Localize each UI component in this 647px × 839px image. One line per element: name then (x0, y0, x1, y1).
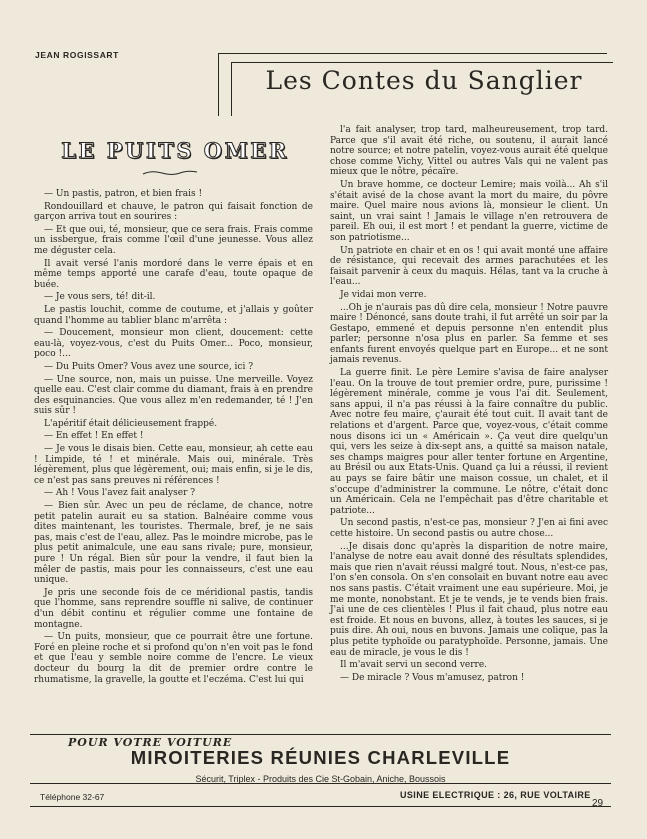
author-name: JEAN ROGISSART (35, 50, 119, 60)
story-paragraph: — Du Puits Omer? Vous avez une source, ici ? (44, 361, 254, 372)
story-paragraph: — Et que oui, té, monsieur, que ce sera frais. Frais comme un issbergue, frais comme l'œil d'une jeunesse. Vous allez me déguster cela. (34, 224, 313, 256)
story-paragraph: ...Oh je n'aurais pas dû dire cela, monsieur ! Notre pauvre maire ! Dénoncé, sans doute trahi, il fut arrêté un soir par la Gestapo, emmené et depuis personne n'en entendit plus parler; personne n'osa plus en parler. Sa femme et ses enfants furent envoyés quelque part en Europe... et ne sont jamais revenus. (330, 302, 608, 366)
story-paragraph: Il avait versé l'anis mordoré dans le verre épais et en même temps apporté une carafe d'eau, toute opaque de buée. (34, 258, 313, 290)
story-paragraph: l'a fait analyser, trop tard, malheureusement, trop tard. Parce que s'il avait été riche, ou soutenu, il aurait lancé notre source; et notre patelin, voyez-vous aurait été quelque chose comme Vichy, Vittel ou autres Vals qui ne valent pas mieux que le nôtre, pécaïre. (330, 125, 608, 178)
story-title: LE PUITS OMER (61, 138, 289, 163)
left-text-column (34, 189, 313, 687)
story-paragraph: Je pris une seconde fois de ce méridional pastis, tandis que l'homme, sans reprendre souffle ni salive, de continuer d'un débit continu et régulier comme une fontaine de montagne. (34, 587, 313, 630)
story-paragraph: — Ah ! Vous l'avez fait analyser ? (44, 488, 196, 499)
story-paragraph: — Une source, non, mais un puisse. Une merveille. Voyez quelle eau. C'est clair comme du diamant, frais à en prendre des esquinancies. Que vous allez m'en redemander, té ! J'en suis sûr ! (34, 374, 313, 417)
story-paragraph: — Un puits, monsieur, que ce pourrait être une fortune. Foré en pleine roche et si profond qu'on n'en voit pas le fond et que l'eau y semble noire comme de l'encre. Le vieux docteur du bourg la dit de premier ordre contre le rhumatisme, la gravelle, la goutte et l'eczéma. C'est lui qui (34, 632, 313, 685)
story-paragraph: Le pastis louchit, comme de coutume, et j'allais y goûter quand l'homme au tablier blanc m'arrêta : (34, 304, 313, 326)
story-paragraph: Un second pastis, n'est-ce pas, monsieur ? J'en ai fini avec cette histoire. Un second pastis ou autre chose... (330, 518, 608, 539)
ad-factory-address: USINE ELECTRIQUE : 26, RUE VOLTAIRE (400, 790, 591, 800)
story-paragraph: L'apéritif était délicieusement frappé. (44, 418, 218, 429)
ornament-flourish-icon (142, 169, 198, 177)
story-paragraph: — Un pastis, patron, et bien frais ! (44, 189, 203, 199)
right-text-column (330, 125, 608, 685)
story-paragraph: ...Je disais donc qu'après la disparition de notre maire, l'analyse de notre eau avait donné des résultats splendides, mais que rien n'avait réussi malgré tout. Nous, n'est-ce pas, l'on s'en consola. On s'en consolait en buvant notre eau avec nos sans pastis. C'était vraiment une eau supérieure. Moi, je me monte, nonobstant. Et je te vends, je te vends bien frais. J'ai une de ces clientèles ! Plus il fait chaud, plus notre eau est froide. Et nous en buvons, allez, à toutes les sauces, si je puis dire. Ah oui, nous en buvons. Jamais une colique, pas la plus petite typhoïde ou paratyphoïde. Personne, jamais. Une eau de miracle, je vous le dis ! (330, 541, 608, 658)
story-paragraph: Un patriote en chair et en os ! qui avait monté une affaire de résistance, qui recevait des armes parachutées et les faisait parvenir à ceux du maquis. Hélas, tant va la cruche à l'eau... (330, 245, 608, 288)
story-paragraph: Un brave homme, ce docteur Lemire; mais voilà... Ah s'il s'était avisé de la chose avant la mort du maire, du pôvre maire. Quel maire nous avions là, monsieur le client. Un saint, un vrai saint ! Jamais le village n'en retrouvera de pareil. Eh oui, il est mort ! et pendant la guerre, victime de son patriotisme... (330, 179, 608, 243)
story-paragraph: Rondouillard et chauve, le patron qui faisait fonction de garçon arriva tout en sourires : (34, 201, 313, 223)
story-paragraph: La guerre finit. Le père Lemire s'avisa de faire analyser l'eau. On la trouve de tout premier ordre, pure, purissime ! légèrement minérale, comme je vous l'ai dit. Seulement, sans appui, il n'a pas réussi à la faire connaître du public. Avec notre feu maire, ç'aurait été tout cuit. Il avait tant de relations et d'argent. Parce que, voyez-vous, c'était comme nous disons ici un « Américain ». Ça veut dire quelqu'un qui, vers les seize à dix-sept ans, a quitté sa maison natale, ses champs maigres pour aller tenter fortune en Argentine, au Brésil ou aux Etats-Unis. Quand ça lui a réussi, il revient au pays se faire bâtir une maison cossue, un chalet, et il s'occupe d'administrer la commune. Le nôtre, c'était donc un Américain. Cela ne l'empêchait pas d'être charitable et patriote... (330, 368, 608, 516)
ad-bottom-rule (30, 806, 611, 807)
ad-subtitle: Sécurit, Triplex - Produits des Cie St-Gobain, Aniche, Boussois (195, 774, 446, 784)
ad-company-name: MIROITERIES RÉUNIES CHARLEVILLE (130, 747, 511, 768)
story-paragraph: Je vidai mon verre. (340, 289, 427, 300)
page-number: 29 (592, 798, 604, 809)
story-paragraph: — Doucement, monsieur mon client, doucement: cette eau-là, voyez-vous, c'est du Puits Omer... Poco, monsieur, poco !... (34, 328, 313, 360)
story-paragraph: Il m'avait servi un second verre. (340, 660, 488, 671)
story-paragraph: — En effet ! En effet ! (44, 431, 144, 442)
series-title: Les Contes du Sanglier (265, 66, 583, 95)
story-paragraph: — Je vous sers, té! dit-il. (44, 292, 156, 303)
ad-tagline: POUR VOTRE VOITURE (68, 736, 233, 749)
story-paragraph: — Bien sûr. Avec un peu de réclame, de chance, notre petit patelin aurait eu sa station. Balnéaire comme vous dites maintenant, les touristes. Thermale, bref, je ne sais pas, mais c'est de l'eau, allez. Pas le moindre microbe, pas le plus petit animalcule, une eau sans rivale; pure, monsieur, pure ! Un régal. Bien sûr pour la vendre, il faut bien la mêler de pastis, mais pour les connaisseurs, c'est une eau unique. (34, 501, 313, 586)
story-paragraph: — De miracle ? Vous m'amusez, patron ! (340, 672, 525, 683)
story-paragraph: — Je vous le disais bien. Cette eau, monsieur, ah cette eau ! Limpide, té ! et minérale. Mais oui, minérale. Très légèrement, plus que légèrement, oui; mais enfin, si je le dis, ce n'est pas sans preuves ni références ! (34, 444, 313, 486)
ad-phone: Téléphone 32-67 (40, 792, 105, 802)
